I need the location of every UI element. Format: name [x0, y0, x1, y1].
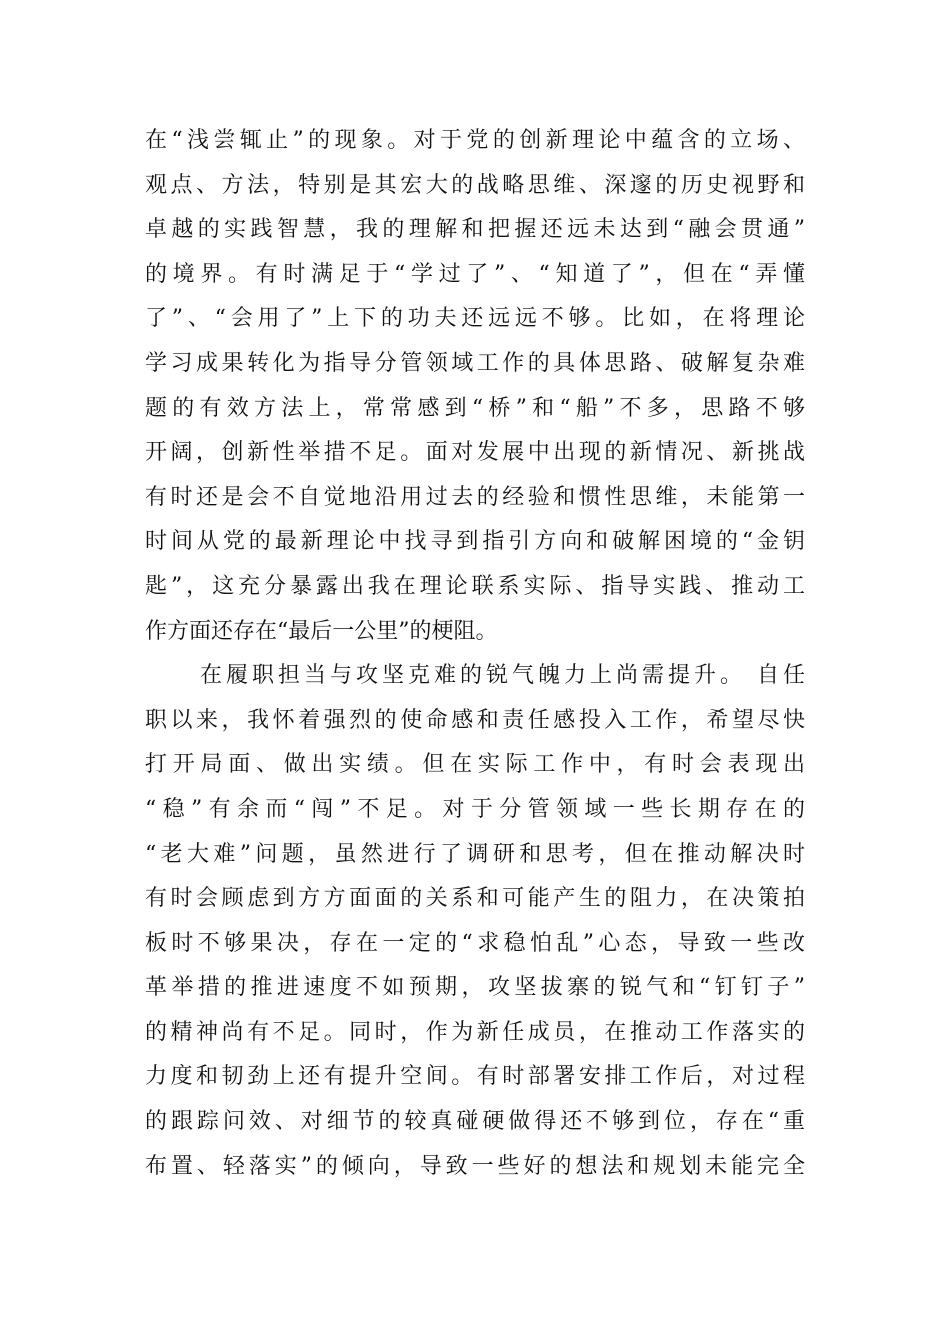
- text-line: 力度和韧劲上还有提升空间。有时部署安排工作后，对过程: [145, 1064, 805, 1090]
- text-line: 的精神尚有不足。同时，作为新任成员，在推动工作落实的: [145, 1019, 805, 1045]
- text-line: 卓越的实践智慧，我的理解和把握还远未达到“融会贯通”: [145, 217, 805, 243]
- text-line: 有时会顾虑到方方面面的关系和可能产生的阻力，在决策拍: [145, 886, 805, 912]
- text-line: 有时还是会不自觉地沿用过去的经验和惯性思维，未能第一: [145, 484, 805, 510]
- text-line: 学习成果转化为指导分管领域工作的具体思路、破解复杂难: [145, 350, 805, 376]
- text-line: 职以来，我怀着强烈的使命感和责任感投入工作，希望尽快: [145, 707, 805, 733]
- text-line: 作方面还存在“最后一公里”的梗阻。: [145, 618, 498, 644]
- text-line: 板时不够果决，存在一定的“求稳怕乱”心态，导致一些改: [145, 930, 805, 956]
- text-line: 题的有效方法上，常常感到“桥”和“船”不多，思路不够: [145, 395, 805, 421]
- document-body: [145, 119, 805, 1189]
- text-line: 在“浅尝辄止”的现象。对于党的创新理论中蕴含的立场、: [145, 128, 805, 153]
- text-line: 观点、方法，特别是其宏大的战略思维、深邃的历史视野和: [145, 172, 805, 198]
- text-line: 匙”，这充分暴露出我在理论联系实际、指导实践、推动工: [145, 573, 805, 599]
- paragraph: [145, 654, 805, 1189]
- text-line: “稳”有余而“闯”不足。对于分管领域一些长期存在的: [145, 796, 805, 822]
- text-line: “老大难”问题，虽然进行了调研和思考，但在推动解决时: [145, 841, 805, 867]
- text-line: 了”、“会用了”上下的功夫还远远不够。比如，在将理论: [145, 306, 805, 332]
- text-line: 打开局面、做出实绩。但在实际工作中，有时会表现出: [145, 752, 805, 778]
- text-line: 的跟踪问效、对细节的较真碰硬做得还不够到位，存在“重: [145, 1109, 805, 1135]
- paragraph: [145, 119, 805, 654]
- text-line: 革举措的推进速度不如预期，攻坚拔寨的锐气和“钉钉子”: [145, 975, 805, 1001]
- text-line: 在履职担当与攻坚克难的锐气魄力上尚需提升。 自任: [200, 663, 805, 689]
- text-line: 开阔，创新性举措不足。面对发展中出现的新情况、新挑战: [145, 440, 805, 466]
- text-line: 的境界。有时满足于“学过了”、“知道了”，但在“弄懂: [145, 261, 805, 287]
- text-line: 时间从党的最新理论中找寻到指引方向和破解困境的“金钥: [145, 529, 805, 555]
- text-line: 布置、轻落实”的倾向，导致一些好的想法和规划未能完全: [145, 1153, 805, 1179]
